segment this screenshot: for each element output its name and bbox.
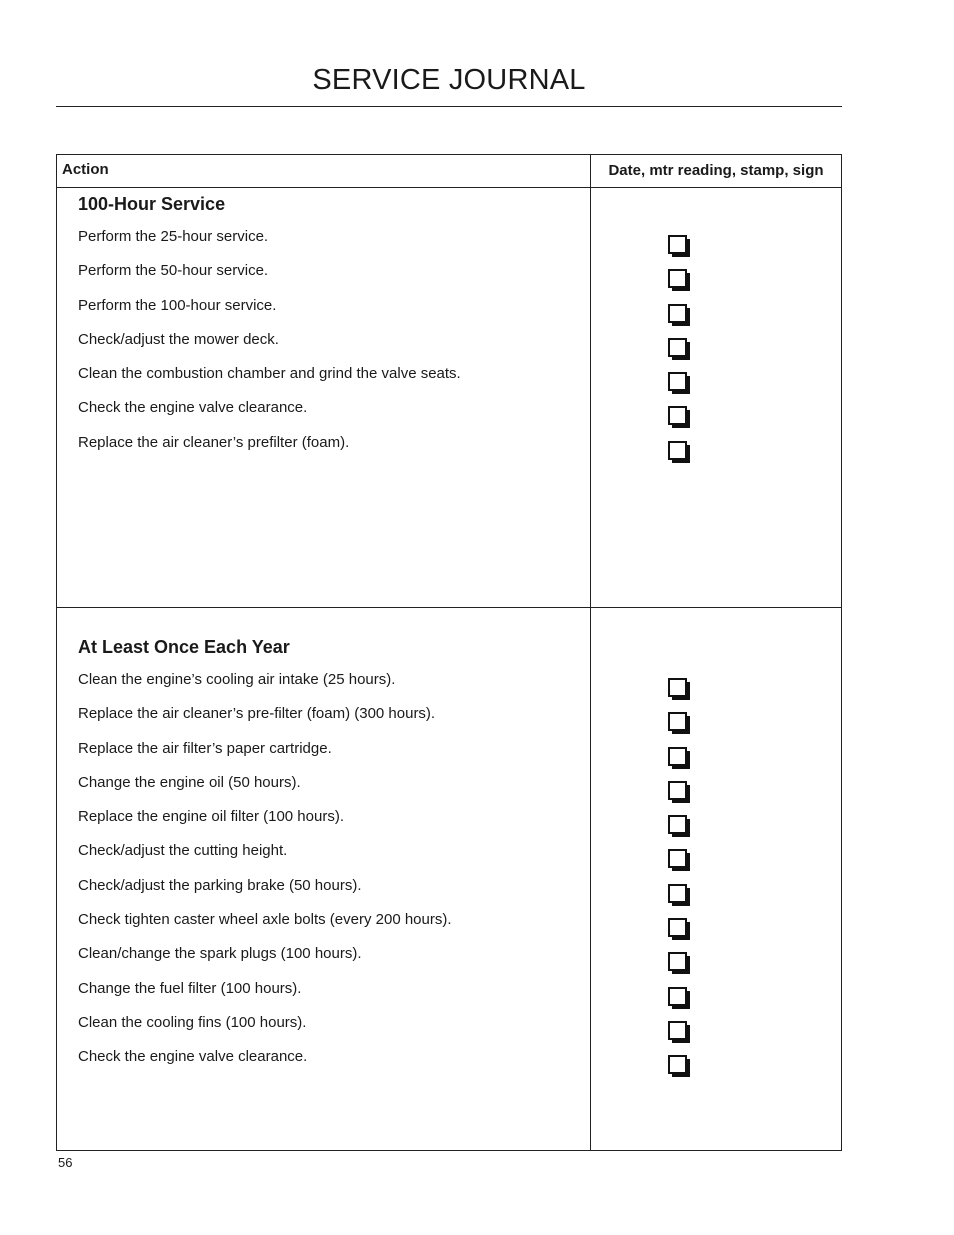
task-checkbox[interactable] bbox=[668, 712, 687, 731]
task-row bbox=[57, 434, 841, 468]
task-row bbox=[57, 365, 841, 399]
task-checkbox[interactable] bbox=[668, 781, 687, 800]
task-label: Check the engine valve clearance. bbox=[78, 399, 308, 417]
task-label: Check tighten caster wheel axle bolts (every 200 hours). bbox=[78, 911, 452, 929]
task-checkbox[interactable] bbox=[668, 235, 687, 254]
task-row bbox=[57, 740, 841, 774]
task-label: Clean the cooling fins (100 hours). bbox=[78, 1013, 307, 1031]
task-label: Perform the 50-hour service. bbox=[78, 262, 269, 280]
task-checkbox[interactable] bbox=[668, 441, 687, 460]
task-list bbox=[57, 228, 841, 468]
task-label: Check/adjust the cutting height. bbox=[78, 842, 288, 860]
task-checkbox[interactable] bbox=[668, 1055, 687, 1074]
task-checkbox[interactable] bbox=[668, 678, 687, 697]
task-checkbox[interactable] bbox=[668, 338, 687, 357]
task-label: Replace the engine oil filter (100 hours). bbox=[78, 808, 344, 826]
task-label: Change the fuel filter (100 hours). bbox=[78, 979, 302, 997]
task-checkbox[interactable] bbox=[668, 406, 687, 425]
task-checkbox[interactable] bbox=[668, 952, 687, 971]
page-number: 56 bbox=[58, 1155, 73, 1170]
task-checkbox[interactable] bbox=[668, 1021, 687, 1040]
section-divider bbox=[57, 607, 841, 608]
task-checkbox[interactable] bbox=[668, 304, 687, 323]
task-row bbox=[57, 228, 841, 262]
task-label: Perform the 100-hour service. bbox=[78, 296, 277, 314]
task-label: Clean the engine’s cooling air intake (25 hours). bbox=[78, 671, 396, 688]
task-label: Clean the combustion chamber and grind the valve seats. bbox=[78, 365, 461, 383]
task-row bbox=[57, 262, 841, 296]
task-checkbox[interactable] bbox=[668, 372, 687, 391]
task-row bbox=[57, 911, 841, 945]
task-row bbox=[57, 808, 841, 842]
task-label: Replace the air cleaner’s pre-filter (foam) (300 hours). bbox=[78, 705, 436, 723]
header-divider bbox=[57, 187, 841, 188]
task-row bbox=[57, 877, 841, 911]
title-divider bbox=[56, 106, 842, 107]
task-row bbox=[57, 980, 841, 1014]
task-row bbox=[57, 945, 841, 979]
task-label: Perform the 25-hour service. bbox=[78, 228, 269, 245]
task-checkbox[interactable] bbox=[668, 269, 687, 288]
task-checkbox[interactable] bbox=[668, 815, 687, 834]
task-label: Replace the air cleaner’s prefilter (foam). bbox=[78, 433, 350, 451]
task-checkbox[interactable] bbox=[668, 987, 687, 1006]
task-row bbox=[57, 331, 841, 365]
task-checkbox[interactable] bbox=[668, 849, 687, 868]
task-label: Check/adjust the mower deck. bbox=[78, 330, 279, 348]
column-header-date: Date, mtr reading, stamp, sign bbox=[608, 162, 824, 179]
service-journal-table bbox=[56, 154, 842, 1151]
task-label: Check the engine valve clearance. bbox=[78, 1048, 308, 1066]
task-row bbox=[57, 842, 841, 876]
section-heading: 100-Hour Service bbox=[78, 194, 226, 214]
page-title: SERVICE JOURNAL bbox=[312, 64, 586, 96]
column-header-action: Action bbox=[62, 161, 109, 178]
task-row bbox=[57, 671, 841, 705]
task-checkbox[interactable] bbox=[668, 747, 687, 766]
task-row bbox=[57, 1014, 841, 1048]
task-label: Check/adjust the parking brake (50 hours). bbox=[78, 876, 362, 894]
section-heading: At Least Once Each Year bbox=[78, 637, 290, 657]
task-row bbox=[57, 705, 841, 739]
task-checkbox[interactable] bbox=[668, 884, 687, 903]
task-checkbox[interactable] bbox=[668, 918, 687, 937]
task-row bbox=[57, 1048, 841, 1082]
task-row bbox=[57, 399, 841, 433]
task-label: Clean/change the spark plugs (100 hours). bbox=[78, 945, 362, 963]
task-label: Replace the air filter’s paper cartridge. bbox=[78, 739, 332, 757]
task-label: Change the engine oil (50 hours). bbox=[78, 773, 301, 791]
task-row bbox=[57, 297, 841, 331]
task-row bbox=[57, 774, 841, 808]
task-list bbox=[57, 671, 841, 1083]
